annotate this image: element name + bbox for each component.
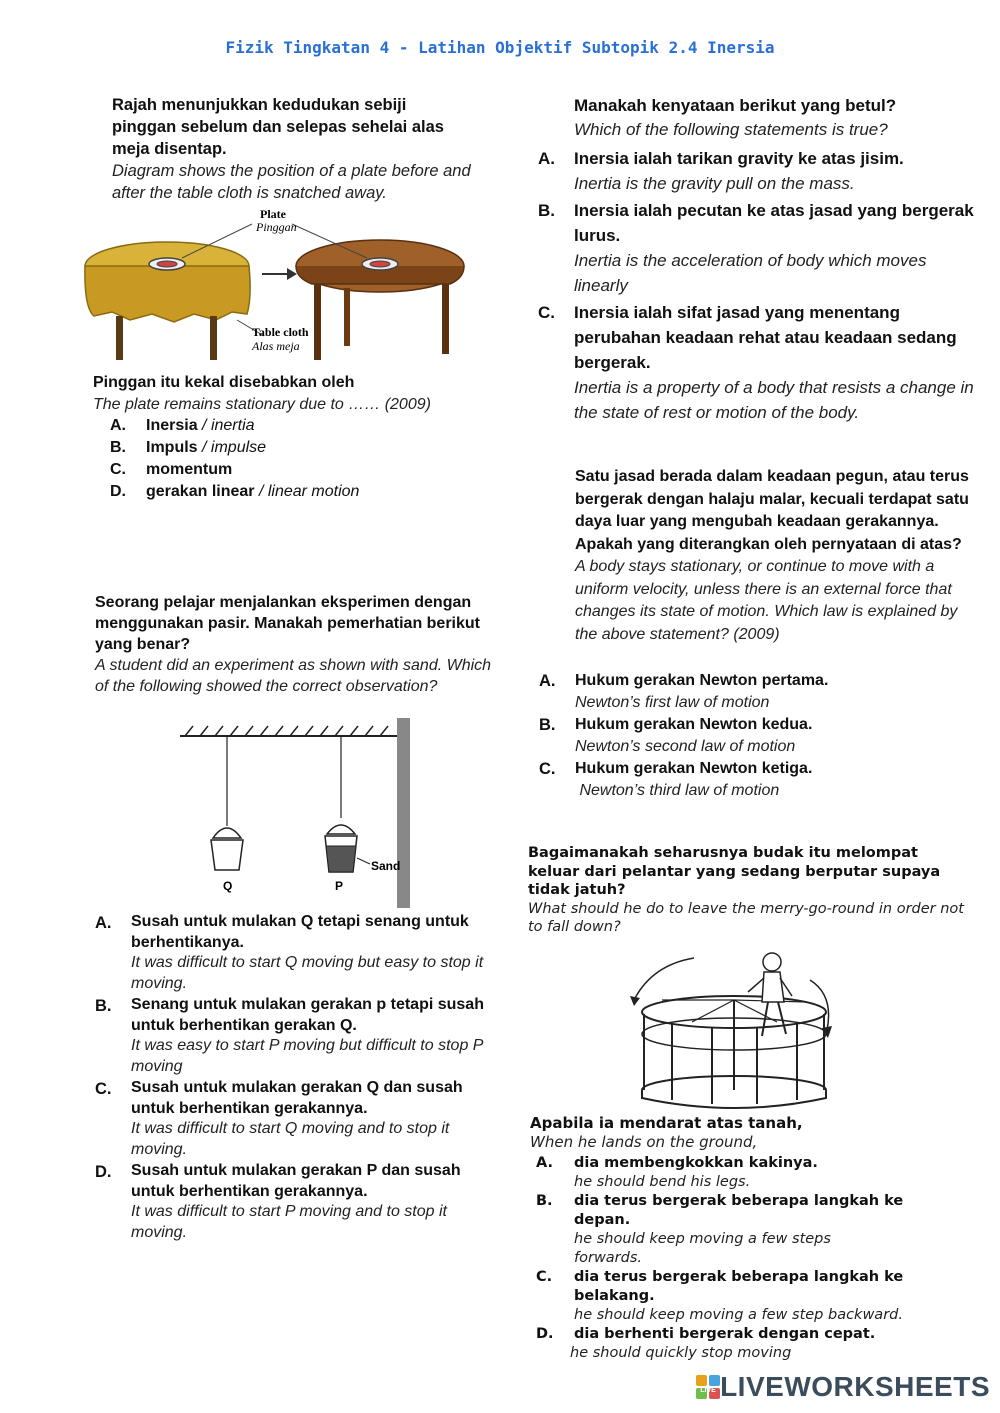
label-alas-meja: Alas meja: [252, 339, 300, 353]
option-text-my: Susah untuk mulakan gerakan P dan susah untuk berhentikan gerakannya.: [131, 1162, 461, 1200]
q1-option-b[interactable]: [110, 437, 490, 459]
q5-option-c[interactable]: [536, 1268, 976, 1325]
q4-stem-my: Satu jasad berada dalam keadaan pegun, atau terus bergerak dengan halaju malar, kecuali terdapat satu daya luar yang mengubah keadaan gerakannya. Apakah yang diterangkan oleh pernyataan di atas?: [575, 468, 969, 553]
option-letter: B.: [95, 997, 112, 1015]
option-letter: B.: [110, 439, 126, 456]
option-letter: A.: [95, 914, 112, 932]
q1-ask-my: Pinggan itu kekal disebabkan oleh: [93, 374, 355, 391]
question-4: [575, 466, 970, 646]
q1-option-a[interactable]: [110, 415, 490, 437]
option-text-en: It was easy to start P moving but difficult to stop P moving: [131, 1037, 483, 1075]
q5-ask: [530, 1114, 970, 1152]
q3-option-b[interactable]: [538, 198, 978, 298]
q5-options: [536, 1154, 976, 1363]
option-text-my: Senang untuk mulakan gerakan p tetapi susah untuk berhentikan gerakan Q.: [131, 996, 484, 1034]
label-pinggan: Pinggan: [256, 220, 297, 234]
question-1: [112, 94, 472, 204]
question-2: [95, 592, 505, 697]
q2-option-b[interactable]: [95, 995, 505, 1077]
label-table-cloth: Table cloth: [252, 325, 309, 339]
label-plate: Plate: [260, 208, 286, 221]
liveworksheets-icon: [696, 1375, 720, 1399]
option-letter: B.: [538, 201, 555, 220]
option-text-en: / impulse: [202, 439, 267, 456]
option-text-my: Inersia ialah sifat jasad yang menentang perubahan keadaan rehat atau keadaan sedang bergerak.: [574, 303, 957, 372]
option-letter: B.: [539, 716, 556, 734]
q4-option-b[interactable]: [539, 714, 969, 758]
q3-stem-en: Which of the following statements is true?: [574, 120, 888, 139]
option-text-en: It was difficult to start Q moving and to stop it moving.: [131, 1120, 450, 1158]
q2-stem-en: A student did an experiment as shown with sand. Which of the following showed the correct observation?: [95, 657, 492, 695]
label-sand: Sand: [371, 859, 401, 873]
question-3: [574, 94, 974, 142]
option-text-my: Impuls: [146, 439, 198, 456]
q3-stem-my: Manakah kenyataan berikut yang betul?: [574, 96, 897, 115]
option-letter: C.: [538, 303, 555, 322]
q1-ask: [93, 372, 493, 416]
sand-pendulum-figure: [175, 718, 410, 908]
q2-option-a[interactable]: [95, 912, 505, 994]
q2-stem-my: Seorang pelajar menjalankan eksperimen dengan menggunakan pasir. Manakah pemerhatian berikut yang benar?: [95, 594, 480, 653]
option-text-en: Newton’s first law of motion: [575, 694, 770, 711]
logo-lettering: LIVE: [700, 1387, 716, 1394]
page-title: Fizik Tingkatan 4 - Latihan Objektif Subtopik 2.4 Inersia: [225, 38, 775, 57]
option-letter: A.: [538, 149, 555, 168]
option-text-en: Inertia is the gravity pull on the mass.: [574, 174, 855, 193]
q1-option-d[interactable]: [110, 481, 490, 503]
option-text-my: Susah untuk mulakan gerakan Q dan susah untuk berhentikan gerakannya.: [131, 1079, 463, 1117]
q1-ask-en: The plate remains stationary due to …… (2009): [93, 396, 431, 413]
option-text-my: dia berhenti bergerak dengan cepat.: [574, 1326, 876, 1342]
option-text-my: Susah untuk mulakan Q tetapi senang untuk berhentikanya.: [131, 913, 469, 951]
option-text-my: Hukum gerakan Newton ketiga.: [575, 760, 813, 777]
option-text-en: Newton’s second law of motion: [575, 738, 796, 755]
option-text-en: Inertia is a property of a body that resists a change in the state of rest or motion of the body.: [574, 378, 974, 422]
option-text-my: dia membengkokkan kakinya.: [574, 1155, 818, 1171]
q4-option-a[interactable]: [539, 670, 969, 714]
label-p: P: [335, 879, 344, 893]
option-letter: A.: [539, 672, 556, 690]
question-5: [528, 844, 968, 937]
option-text-en: he should bend his legs.: [574, 1174, 751, 1190]
brand-name: LIVEWORKSHEETS: [720, 1371, 990, 1402]
q1-option-c[interactable]: [110, 459, 490, 481]
liveworksheets-logo: [696, 1371, 990, 1403]
option-text-my: dia terus bergerak beberapa langkah ke depan.: [574, 1193, 904, 1228]
q3-option-c[interactable]: [538, 300, 978, 425]
option-text-en: he should keep moving a few step backward.: [574, 1307, 903, 1323]
option-letter: C.: [536, 1269, 553, 1285]
label-q: Q: [223, 879, 233, 893]
q2-option-d[interactable]: [95, 1161, 505, 1243]
option-text-en: Inertia is the acceleration of body which moves linearly: [574, 251, 927, 295]
q3-options: [538, 146, 978, 425]
q5-stem-en: What should he do to leave the merry-go-round in order not to fall down?: [528, 900, 964, 935]
q5-option-a[interactable]: [536, 1154, 976, 1192]
option-letter: A.: [536, 1155, 553, 1171]
q1-options: [110, 415, 490, 503]
option-letter: B.: [536, 1193, 553, 1209]
option-text-en: / linear motion: [258, 483, 360, 500]
q3-option-a[interactable]: [538, 146, 978, 196]
q5-stem-my: Bagaimanakah seharusnya budak itu melompat keluar dari pelantar yang sedang berputar supaya tidak jatuh?: [528, 845, 941, 898]
option-letter: D.: [536, 1326, 554, 1342]
q1-stem-en: Diagram shows the position of a plate before and after the table cloth is snatched away.: [112, 162, 471, 202]
option-text-en: It was difficult to start P moving and to stop it moving.: [131, 1203, 447, 1241]
option-text-my: Hukum gerakan Newton pertama.: [575, 672, 829, 689]
option-letter: D.: [95, 1163, 112, 1181]
q5-option-d[interactable]: [536, 1325, 976, 1363]
option-letter: C.: [95, 1080, 112, 1098]
option-text-en: / inertia: [202, 417, 255, 434]
option-letter: C.: [539, 760, 556, 778]
option-text-en: It was difficult to start Q moving but easy to stop it moving.: [131, 954, 484, 992]
merry-go-round-figure: [622, 940, 857, 1112]
q4-stem-en: A body stays stationary, or continue to move with a uniform velocity, unless there is an external force that changes its state of motion. Which law is explained by the above statement? (2009): [575, 558, 958, 643]
q5-ask-my: Apabila ia mendarat atas tanah,: [530, 1114, 803, 1132]
q4-options: [539, 670, 969, 802]
q4-option-c[interactable]: [539, 758, 969, 802]
option-text-my: gerakan linear: [146, 483, 255, 500]
option-text-my: momentum: [146, 461, 233, 478]
table-cloth-figure: [82, 208, 472, 368]
option-text-my: Inersia ialah pecutan ke atas jasad yang bergerak lurus.: [574, 201, 974, 245]
q1-stem-my: Rajah menunjukkan kedudukan sebiji pinggan sebelum dan selepas sehelai alas meja disentap.: [112, 96, 444, 158]
q5-ask-en: When he lands on the ground,: [530, 1133, 758, 1151]
q5-option-b[interactable]: [536, 1192, 976, 1268]
option-text-en: Newton’s third law of motion: [575, 782, 780, 799]
option-text-en: he should quickly stop moving: [570, 1345, 792, 1361]
option-text-en: he should keep moving a few steps forwards.: [574, 1231, 831, 1266]
q2-option-c[interactable]: [95, 1078, 505, 1160]
option-text-my: dia terus bergerak beberapa langkah ke belakang.: [574, 1269, 904, 1304]
option-text-my: Inersia ialah tarikan gravity ke atas jisim.: [574, 149, 904, 168]
q2-options: [95, 912, 505, 1243]
option-text-my: Hukum gerakan Newton kedua.: [575, 716, 813, 733]
option-letter: D.: [110, 483, 126, 500]
option-letter: C.: [110, 461, 126, 478]
option-letter: A.: [110, 417, 126, 434]
option-text-my: Inersia: [146, 417, 198, 434]
